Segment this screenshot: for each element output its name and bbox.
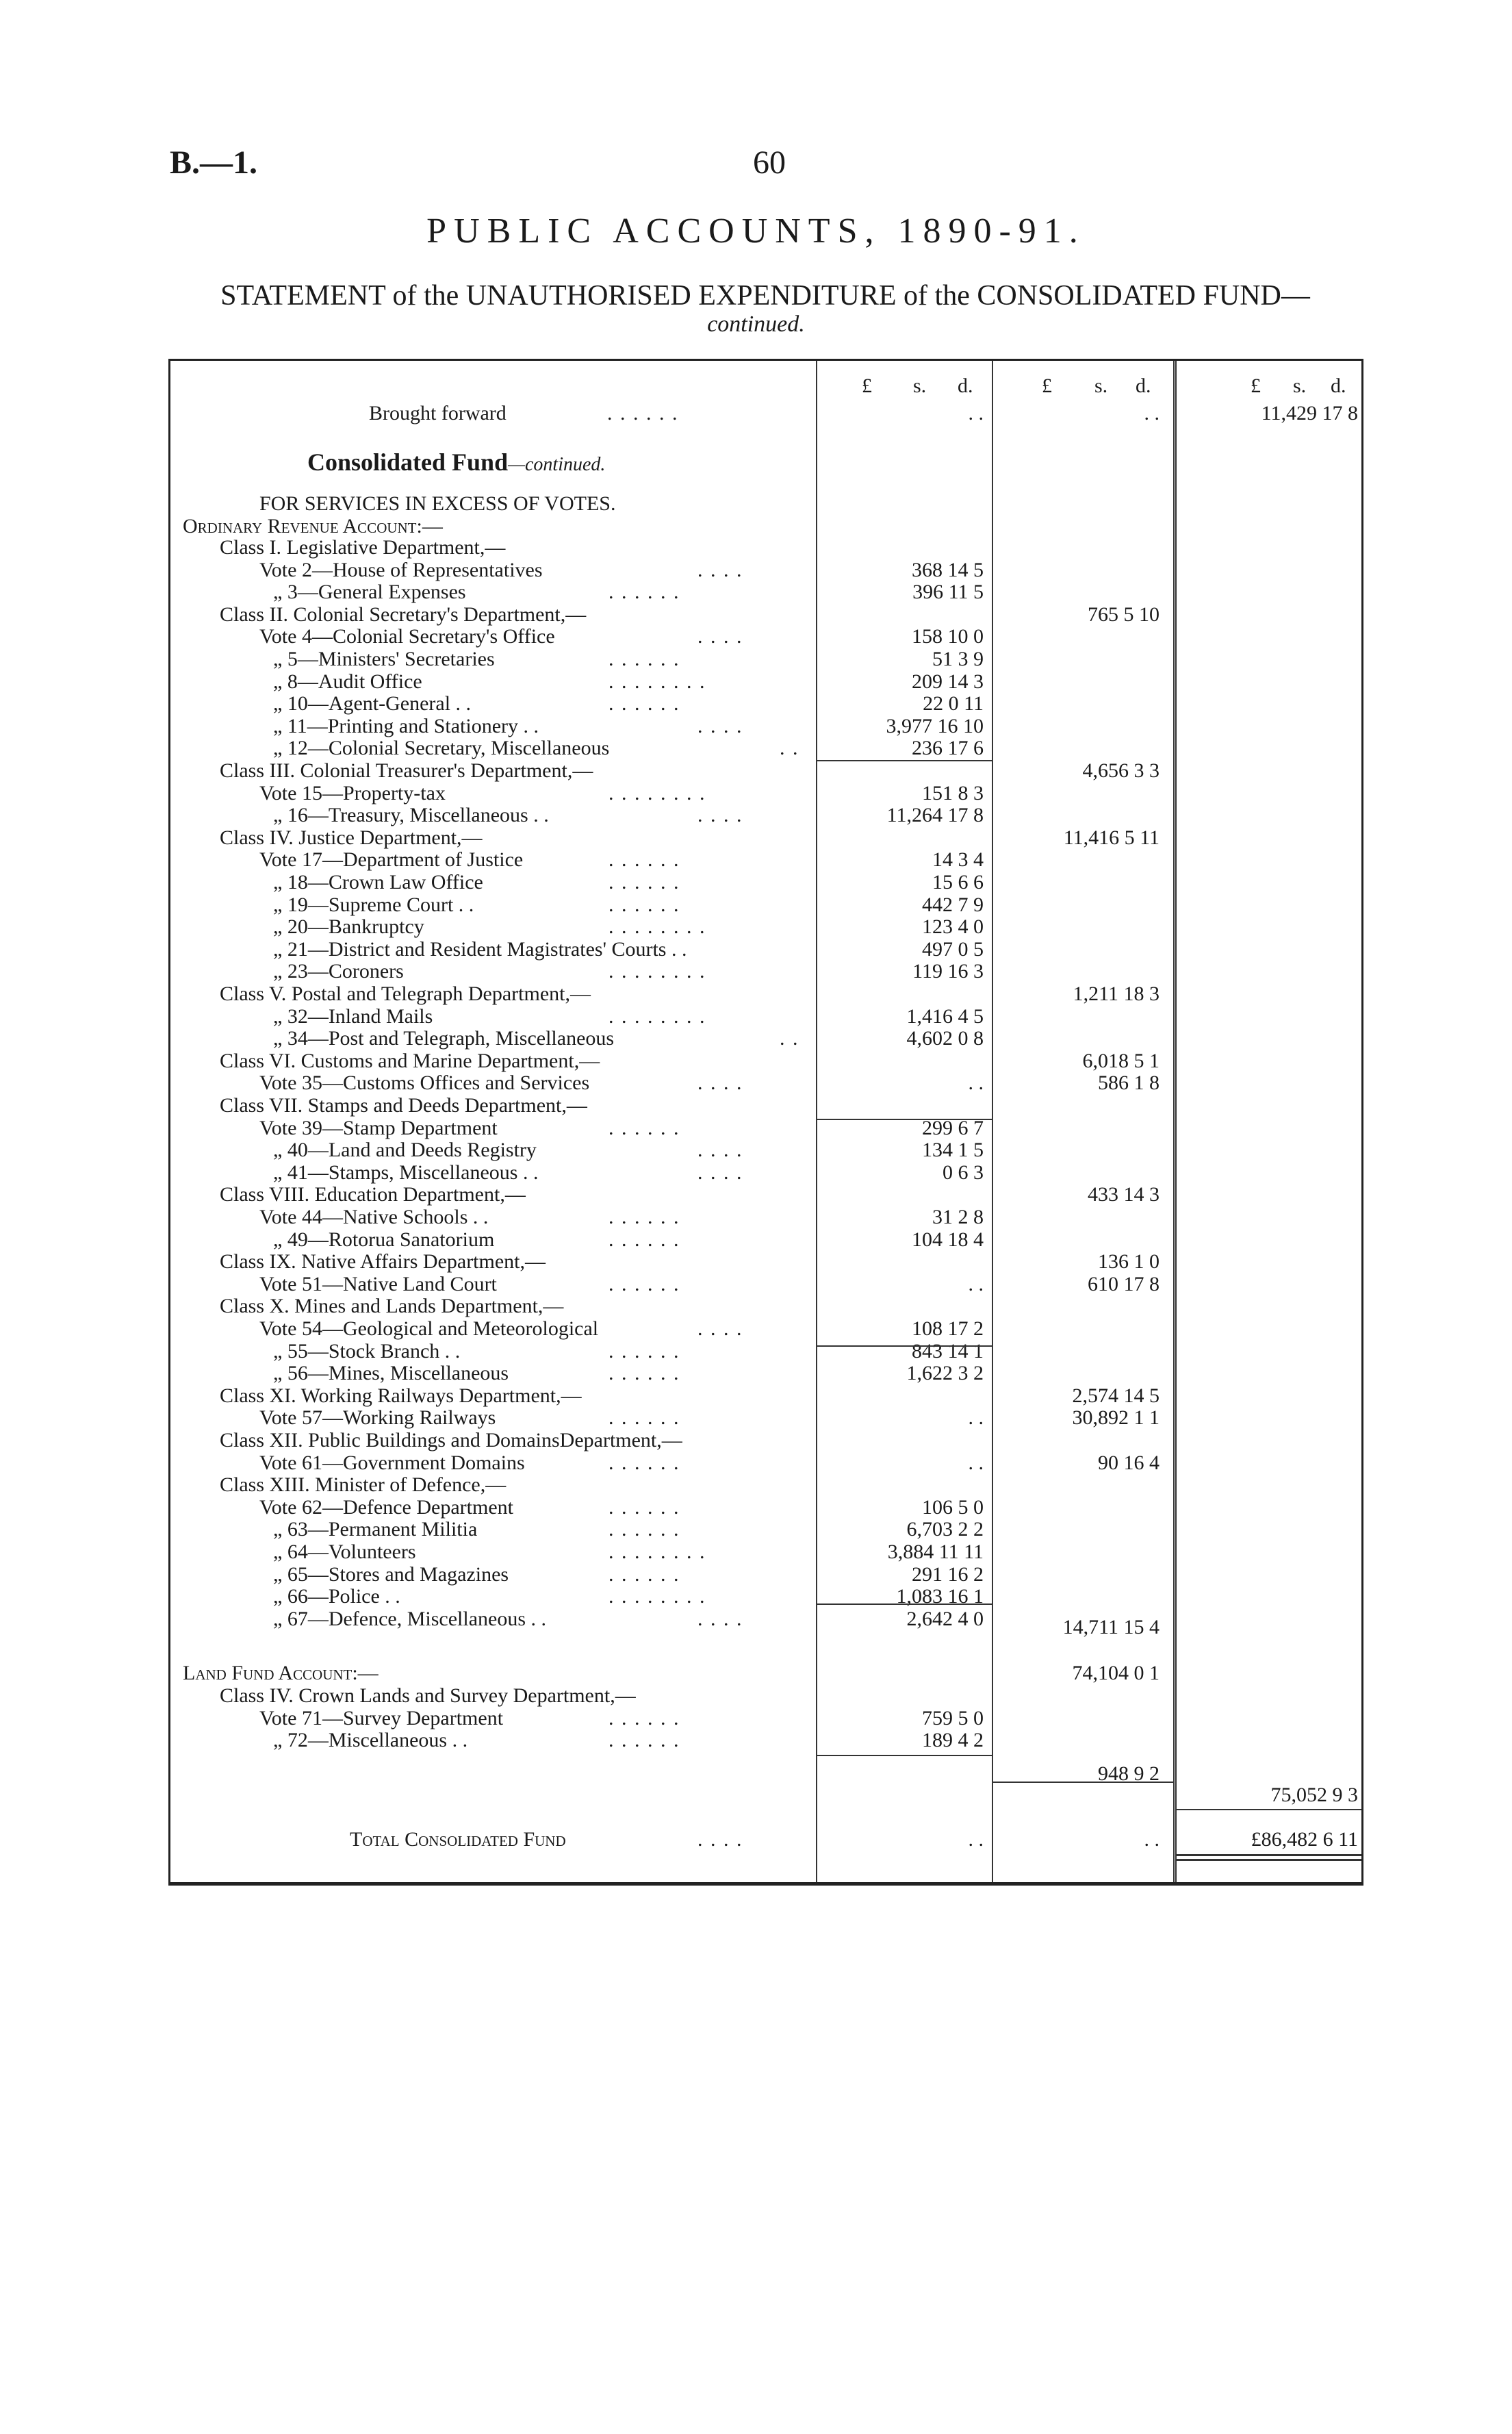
land-total: 948 9 2	[1098, 1762, 1159, 1785]
pence-heading: d.	[958, 375, 973, 397]
amount-col2: 1,211 18 3	[1073, 983, 1159, 1005]
expenditure-table	[168, 359, 1363, 1886]
row-label: Class VIII. Education Department,—	[220, 1183, 526, 1206]
grand-total-amount: £86,482 6 11	[1251, 1828, 1358, 1851]
table-row	[170, 893, 1361, 917]
amount-col1: 22 0 11	[923, 692, 984, 715]
amount-col1: 1,622 3 2	[906, 1362, 984, 1385]
amount-col1: 119 16 3	[912, 960, 984, 983]
section-heading-bold: Consolidated Fund	[307, 448, 509, 476]
row-label: „ 19—Supreme Court . .	[273, 893, 474, 916]
row-label: Class III. Colonial Treasurer's Department,—	[220, 759, 593, 782]
ordinary-total: 74,104 0 1	[1072, 1662, 1159, 1684]
leader-dots: . . . . . .	[608, 1518, 680, 1541]
table-row	[170, 1729, 1361, 1752]
page-title: PUBLIC ACCOUNTS, 1890-91.	[426, 212, 1086, 251]
leader-dots: . .	[780, 1027, 799, 1050]
subtotal-rule	[816, 1755, 992, 1756]
leader-dots: . . . . . .	[608, 893, 680, 916]
leader-dots: . . . .	[697, 1317, 743, 1340]
table-row	[170, 1406, 1361, 1430]
row-label: „ 55—Stock Branch . .	[273, 1339, 461, 1362]
row-label: Class V. Postal and Telegraph Department,—	[220, 983, 591, 1005]
leader-dots: . . . . . .	[608, 1228, 680, 1251]
leader-dots: . . . . . .	[608, 1116, 680, 1139]
leader-dots: . . . . . .	[608, 581, 680, 604]
row-label: „ 41—Stamps, Miscellaneous . .	[273, 1161, 539, 1184]
amount-col2: 11,416 5 11	[1063, 826, 1159, 849]
services-heading-text: FOR SERVICES IN EXCESS OF VOTES.	[259, 492, 616, 515]
subtotal-rule	[992, 1782, 1173, 1783]
amount-col1: 0 6 3	[943, 1161, 984, 1184]
amount-col1: 31 2 8	[932, 1206, 984, 1228]
leader-dots: . . . . . .	[608, 1339, 680, 1362]
row-label: Class XIII. Minister of Defence,—	[220, 1473, 507, 1497]
table-row	[170, 1250, 1361, 1273]
shilling-heading: s.	[1293, 375, 1307, 397]
leader-dots: . . . .	[697, 1607, 743, 1630]
amount-col1: 108 17 2	[912, 1317, 984, 1340]
amount-col1: 189 4 2	[922, 1729, 984, 1752]
table-row	[170, 1585, 1361, 1608]
row-label: Vote 44—Native Schools . .	[259, 1206, 489, 1228]
row-label: Vote 62—Defence Department	[259, 1495, 513, 1519]
row-label: Vote 71—Survey Department	[259, 1706, 504, 1729]
row-label: „ 23—Coroners	[273, 960, 404, 983]
amount-col1: . .	[968, 1406, 984, 1430]
subtotal-rule	[1175, 1809, 1361, 1810]
amount-col1: 209 14 3	[912, 670, 984, 693]
amount-col2: 433 14 3	[1088, 1183, 1159, 1206]
row-label: „ 20—Bankruptcy	[273, 915, 424, 939]
table-row	[170, 1473, 1361, 1497]
leader-dots: . . . . . .	[608, 848, 680, 872]
leader-dots: . . . . . .	[608, 1495, 680, 1519]
row-label: Vote 2—House of Representatives	[259, 558, 543, 581]
row-label: „ 65—Stores and Magazines	[273, 1562, 509, 1586]
row-label: „ 67—Defence, Miscellaneous . .	[273, 1607, 547, 1630]
row-label: „ 12—Colonial Secretary, Miscellaneous	[273, 737, 610, 760]
leader-dots: . . . . . .	[608, 1706, 680, 1729]
table-row	[170, 1384, 1361, 1408]
table-row	[170, 1707, 1361, 1730]
amount-col1: 759 5 0	[922, 1706, 984, 1729]
defence-total-row	[170, 1616, 1361, 1639]
row-label: Vote 4—Colonial Secretary's Office	[259, 625, 555, 648]
row-label: Class IV. Justice Department,—	[220, 826, 483, 849]
row-label: Class II. Colonial Secretary's Department,—	[220, 603, 587, 626]
amount-col1: 1,416 4 5	[906, 1004, 984, 1028]
amount-col2: 14,711 15 4	[1062, 1616, 1159, 1638]
leader-dots: . . . .	[697, 1161, 743, 1184]
table-row	[170, 1161, 1361, 1184]
row-label: Vote 17—Department of Justice	[259, 848, 524, 872]
amount-col1: 151 8 3	[922, 781, 984, 804]
amount-col2: 136 1 0	[1098, 1250, 1159, 1273]
leader-dots: . . . . . . . .	[608, 670, 706, 693]
leader-dots: . . . . . .	[607, 402, 679, 424]
subtotal-rule	[816, 760, 992, 761]
table-row	[170, 559, 1361, 582]
table-row	[170, 625, 1361, 648]
table-row	[170, 938, 1361, 961]
table-row	[170, 782, 1361, 805]
table-row	[170, 715, 1361, 738]
leader-dots: . . . .	[697, 1072, 743, 1095]
row-label: „ 66—Police . .	[273, 1585, 400, 1608]
leader-dots: . . . .	[697, 1828, 743, 1851]
table-row	[170, 1005, 1361, 1028]
amount-col1: 299 6 7	[922, 1116, 984, 1139]
row-label: „ 40—Land and Deeds Registry	[273, 1139, 537, 1162]
subtotal-rule	[816, 1345, 992, 1347]
table-row	[170, 1496, 1361, 1519]
row-label: „ 11—Printing and Stationery . .	[273, 714, 539, 737]
table-row	[170, 603, 1361, 626]
table-row	[170, 983, 1361, 1006]
amount-col1: 158 10 0	[912, 625, 984, 648]
amount-col2: 6,018 5 1	[1082, 1049, 1159, 1072]
row-label: Class IX. Native Affairs Department,—	[220, 1250, 546, 1273]
brought-forward-label: Brought forward	[369, 402, 507, 424]
row-label: Class VII. Stamps and Deeds Department,—	[220, 1094, 587, 1117]
table-row	[170, 1206, 1361, 1229]
shilling-heading: s.	[913, 375, 927, 397]
row-label: Vote 61—Government Domains	[259, 1451, 525, 1474]
table-row	[170, 848, 1361, 872]
land-account-text: Land Fund Account:—	[183, 1662, 379, 1684]
document-reference: B.—1.	[170, 144, 258, 181]
leader-dots: . . . . . . . .	[608, 960, 706, 983]
amount-col2: 765 5 10	[1088, 603, 1159, 626]
table-row	[170, 960, 1361, 983]
statement-subtitle: STATEMENT of the UNAUTHORISED EXPENDITURE of the CONSOLIDATED FUND—	[220, 280, 1310, 312]
leader-dots: . . . . . .	[608, 1206, 680, 1228]
table-row	[170, 804, 1361, 827]
table-row	[170, 1139, 1361, 1162]
section-heading-italic: —continued.	[508, 454, 606, 475]
table-row	[170, 1541, 1361, 1564]
leader-dots: . . . . . .	[608, 871, 680, 893]
row-label: „ 16—Treasury, Miscellaneous . .	[273, 804, 549, 827]
amount-col1: 104 18 4	[912, 1228, 984, 1251]
table-row	[170, 1429, 1361, 1452]
amount-col1: 236 17 6	[912, 737, 984, 760]
amount-col1: 11,264 17 8	[886, 804, 984, 827]
leader-dots: . . . . . .	[608, 1562, 680, 1586]
leader-dots: . . . . . . . .	[608, 781, 706, 804]
amount-col1: 1,083 16 1	[896, 1585, 984, 1608]
row-label: Vote 54—Geological and Meteorological	[259, 1317, 599, 1340]
row-label: „ 10—Agent-General . .	[273, 692, 472, 715]
land-account-heading	[170, 1662, 1361, 1685]
row-label: „ 21—District and Resident Magistrates' Courts . .	[273, 937, 687, 961]
amount-col1: . .	[968, 402, 984, 424]
table-row	[170, 1451, 1361, 1475]
amount-col2: . .	[1144, 1828, 1159, 1851]
amount-col1: 14 3 4	[932, 848, 984, 872]
leader-dots: . . . .	[697, 1139, 743, 1162]
row-label: „ 3—General Expenses	[273, 581, 466, 604]
section-total: 75,052 9 3	[1270, 1784, 1358, 1806]
amount-col1: 4,602 0 8	[906, 1027, 984, 1050]
pound-heading: £	[1251, 375, 1261, 397]
row-label: „ 18—Crown Law Office	[273, 871, 483, 893]
table-row	[170, 648, 1361, 671]
amount-col2: 30,892 1 1	[1072, 1406, 1159, 1430]
total-rule	[1175, 1854, 1361, 1856]
table-row	[170, 692, 1361, 715]
row-label: „ 72—Miscellaneous . .	[273, 1729, 468, 1752]
row-label: „ 64—Volunteers	[273, 1541, 416, 1563]
row-label: „ 63—Permanent Militia	[273, 1518, 478, 1541]
amount-col1: 51 3 9	[932, 648, 984, 670]
row-label: Vote 15—Property-tax	[259, 781, 446, 804]
amount-col1: 442 7 9	[922, 893, 984, 916]
row-label: Class IV. Crown Lands and Survey Department,—	[220, 1684, 636, 1707]
amount-col1: 15 6 6	[932, 871, 984, 893]
brought-forward-row	[170, 402, 1361, 425]
table-row	[170, 1050, 1361, 1073]
ordinary-account-heading	[170, 515, 1361, 538]
leader-dots: . . . . . .	[608, 1451, 680, 1474]
continued-note: continued.	[707, 312, 805, 337]
table-row	[170, 1094, 1361, 1117]
page-number: 60	[753, 144, 786, 181]
pound-heading: £	[862, 375, 872, 397]
table-row	[170, 581, 1361, 604]
leader-dots: . . . . . . . .	[608, 1585, 706, 1608]
table-row	[170, 1072, 1361, 1095]
subtotal-rule	[816, 1603, 992, 1605]
amount-col2: 4,656 3 3	[1082, 759, 1159, 782]
grand-total-label: Total Consolidated Fund	[350, 1828, 566, 1851]
row-label: „ 8—Audit Office	[273, 670, 422, 693]
leader-dots: . . . .	[697, 714, 743, 737]
amount-col2: 90 16 4	[1098, 1451, 1159, 1474]
row-label: Class X. Mines and Lands Department,—	[220, 1295, 564, 1318]
leader-dots: . . . . . .	[608, 1272, 680, 1295]
row-label: Class VI. Customs and Marine Department,—	[220, 1049, 600, 1072]
amount-col1: 396 11 5	[912, 581, 984, 604]
amount-col2: . .	[1144, 402, 1159, 424]
table-row	[170, 1317, 1361, 1341]
row-label: „ 5—Ministers' Secretaries	[273, 648, 495, 670]
row-label: Vote 39—Stamp Department	[259, 1116, 498, 1139]
amount-col1: 3,884 11 11	[887, 1541, 984, 1563]
leader-dots: . . . .	[697, 625, 743, 648]
leader-dots: . . . . . .	[608, 648, 680, 670]
table-row	[170, 536, 1361, 559]
table-row	[170, 1518, 1361, 1541]
amount-col2: 2,574 14 5	[1072, 1384, 1159, 1407]
table-row	[170, 737, 1361, 760]
amount-col1: 3,977 16 10	[886, 714, 984, 737]
leader-dots: . . . . . .	[608, 1362, 680, 1385]
table-row	[170, 1027, 1361, 1050]
row-label: Vote 35—Customs Offices and Services	[259, 1072, 590, 1095]
row-label: Vote 57—Working Railways	[259, 1406, 496, 1430]
amount-col1: 134 1 5	[922, 1139, 984, 1162]
row-label: „ 49—Rotorua Sanatorium	[273, 1228, 495, 1251]
pence-heading: d.	[1136, 375, 1151, 397]
table-row	[170, 1228, 1361, 1252]
amount-col1: 291 16 2	[912, 1562, 984, 1586]
amount-col1: . .	[968, 1072, 984, 1095]
table-row	[170, 1563, 1361, 1586]
leader-dots: . .	[780, 737, 799, 760]
land-total-row	[170, 1762, 1361, 1786]
ordinary-account-text: Ordinary Revenue Account:—	[183, 515, 443, 537]
table-row	[170, 1362, 1361, 1385]
amount-col1: 2,642 4 0	[906, 1607, 984, 1630]
amount-col1: 368 14 5	[912, 558, 984, 581]
table-row	[170, 1295, 1361, 1318]
amount-col1: . .	[968, 1272, 984, 1295]
leader-dots: . . . . . . . .	[608, 915, 706, 939]
amount-col1: 6,703 2 2	[906, 1518, 984, 1541]
amount-col1: 123 4 0	[922, 915, 984, 939]
pound-heading: £	[1042, 375, 1052, 397]
pence-heading: d.	[1331, 375, 1346, 397]
amount-col2: 586 1 8	[1098, 1072, 1159, 1095]
row-label: Class XII. Public Buildings and DomainsDepartment,—	[220, 1429, 682, 1451]
row-label: „ 56—Mines, Miscellaneous	[273, 1362, 509, 1385]
table-row	[170, 670, 1361, 694]
leader-dots: . . . . . . . .	[608, 1541, 706, 1563]
amount-col1: . .	[968, 1828, 984, 1851]
subtotal-rule	[816, 1119, 992, 1120]
amount-col2: 610 17 8	[1088, 1272, 1159, 1295]
amount-col1: . .	[968, 1451, 984, 1474]
amount-col3: 11,429 17 8	[1261, 402, 1358, 424]
leader-dots: . . . . . . . .	[608, 1004, 706, 1028]
row-label: „ 32—Inland Mails	[273, 1004, 433, 1028]
table-row	[170, 1183, 1361, 1206]
leader-dots: . . . .	[697, 804, 743, 827]
amount-col1: 843 14 1	[912, 1339, 984, 1362]
row-label: Class XI. Working Railways Department,—	[220, 1384, 582, 1407]
table-row	[170, 915, 1361, 939]
row-label: Class I. Legislative Department,—	[220, 536, 506, 559]
section-heading	[170, 447, 1361, 477]
amount-col1: 106 5 0	[922, 1495, 984, 1519]
services-heading	[170, 492, 1361, 516]
shilling-heading: s.	[1094, 375, 1108, 397]
table-row	[170, 1340, 1361, 1363]
leader-dots: . . . . . .	[608, 1729, 680, 1752]
leader-dots: . . . . . .	[608, 692, 680, 715]
amount-col1: 497 0 5	[922, 937, 984, 961]
section-total-row	[170, 1784, 1361, 1807]
leader-dots: . . . .	[697, 558, 743, 581]
total-rule	[1175, 1859, 1361, 1861]
table-row	[170, 759, 1361, 783]
row-label: Vote 51—Native Land Court	[259, 1272, 497, 1295]
table-row	[170, 1117, 1361, 1140]
row-label: „ 34—Post and Telegraph, Miscellaneous	[273, 1027, 615, 1050]
table-row	[170, 1684, 1361, 1708]
table-row	[170, 826, 1361, 850]
grand-total-row	[170, 1828, 1361, 1851]
table-row	[170, 1273, 1361, 1296]
table-row	[170, 871, 1361, 894]
leader-dots: . . . . . .	[608, 1406, 680, 1430]
